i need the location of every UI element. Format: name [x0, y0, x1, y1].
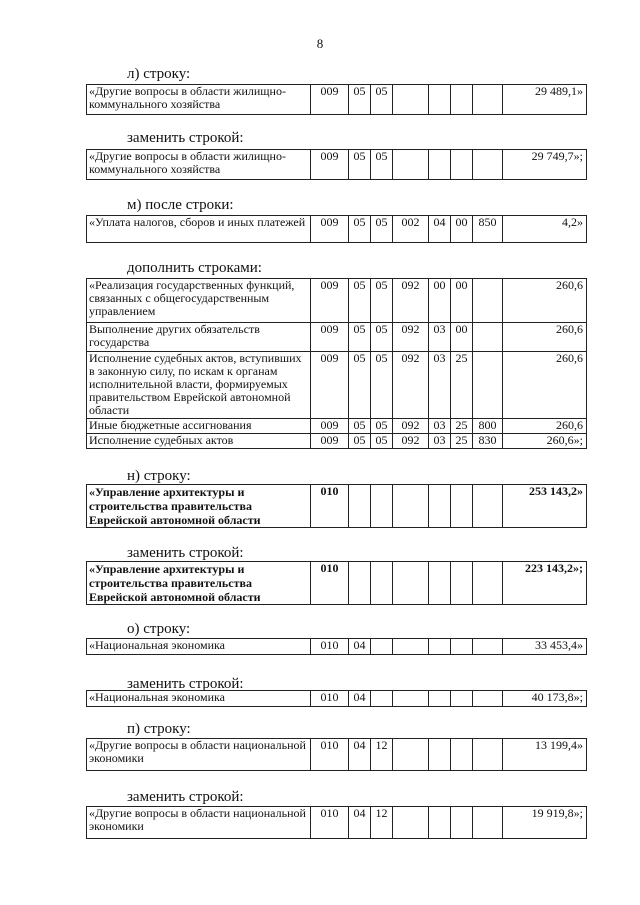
row-csr-1 [393, 85, 429, 115]
row-ministry: 009 [311, 419, 349, 434]
row-section [349, 562, 371, 605]
row-csr-3 [451, 807, 473, 839]
row-expense-type [473, 323, 503, 352]
row-name: Исполнение судебных актов [87, 434, 311, 449]
budget-table [86, 484, 587, 528]
row-ministry: 009 [311, 323, 349, 352]
row-csr-3 [451, 85, 473, 115]
row-ministry: 010 [311, 691, 349, 707]
row-section: 05 [349, 419, 371, 434]
row-csr-2: 04 [429, 216, 451, 243]
row-csr-1: 092 [393, 323, 429, 352]
row-csr-3 [451, 150, 473, 180]
table-row [87, 323, 587, 352]
row-csr-3 [451, 562, 473, 605]
row-csr-3: 25 [451, 352, 473, 419]
row-amount: 29 489,1» [503, 85, 587, 115]
row-csr-1 [393, 807, 429, 839]
row-expense-type: 850 [473, 216, 503, 243]
row-section: 04 [349, 807, 371, 839]
row-amount: 29 749,7»; [503, 150, 587, 180]
row-name: «Национальная экономика [87, 639, 311, 655]
row-expense-type: 800 [473, 419, 503, 434]
row-csr-3 [451, 691, 473, 707]
row-amount: 260,6 [503, 352, 587, 419]
row-subsection: 12 [371, 739, 393, 771]
row-csr-2 [429, 691, 451, 707]
row-name: «Другие вопросы в области жилищно-коммунального хозяйства [87, 85, 311, 115]
row-csr-1: 092 [393, 434, 429, 449]
row-csr-2: 03 [429, 419, 451, 434]
row-csr-2 [429, 562, 451, 605]
row-subsection: 05 [371, 434, 393, 449]
row-name: «Управление архитектуры и строительства правительства Еврейской автономной области [87, 562, 311, 605]
row-ministry: 009 [311, 150, 349, 180]
budget-table [86, 638, 587, 655]
section-heading: л) строку: [127, 66, 191, 82]
row-section: 04 [349, 639, 371, 655]
row-subsection: 05 [371, 323, 393, 352]
row-csr-3 [451, 639, 473, 655]
row-csr-1 [393, 691, 429, 707]
row-csr-1 [393, 562, 429, 605]
table-row [87, 419, 587, 434]
row-ministry: 010 [311, 639, 349, 655]
page-number: 8 [316, 36, 324, 51]
budget-table [86, 149, 587, 180]
section-heading: м) после строки: [127, 197, 234, 213]
row-amount: 4,2» [503, 216, 587, 243]
row-csr-2 [429, 150, 451, 180]
section-heading: п) строку: [127, 721, 191, 737]
row-csr-2 [429, 485, 451, 528]
row-amount: 253 143,2» [503, 485, 587, 528]
row-ministry: 010 [311, 562, 349, 605]
budget-table [86, 278, 587, 449]
table-row [87, 216, 587, 243]
section-heading: о) строку: [127, 621, 191, 637]
row-subsection [371, 485, 393, 528]
row-name: «Реализация государственных функций, связанных с общегосударственным управлением [87, 279, 311, 323]
row-expense-type [473, 691, 503, 707]
row-section: 05 [349, 216, 371, 243]
row-csr-1 [393, 485, 429, 528]
row-subsection [371, 691, 393, 707]
row-section: 05 [349, 279, 371, 323]
table-row [87, 485, 587, 528]
row-amount: 40 173,8»; [503, 691, 587, 707]
row-expense-type [473, 150, 503, 180]
row-csr-3 [451, 739, 473, 771]
row-ministry: 009 [311, 434, 349, 449]
row-amount: 260,6 [503, 419, 587, 434]
section-heading: дополнить строками: [127, 260, 262, 276]
row-subsection: 05 [371, 279, 393, 323]
row-expense-type [473, 639, 503, 655]
table-row [87, 150, 587, 180]
row-name: Исполнение судебных актов, вступивших в законную силу, по искам к органам исполнительной власти, формируемых правительством Еврейской автономной области [87, 352, 311, 419]
row-section: 05 [349, 323, 371, 352]
row-ministry: 010 [311, 485, 349, 528]
row-csr-2 [429, 739, 451, 771]
row-name: «Управление архитектуры и строительства правительства Еврейской автономной области [87, 485, 311, 528]
row-ministry: 010 [311, 807, 349, 839]
row-csr-3: 25 [451, 434, 473, 449]
row-subsection: 05 [371, 216, 393, 243]
budget-table [86, 738, 587, 771]
row-amount: 260,6 [503, 279, 587, 323]
row-csr-1: 092 [393, 419, 429, 434]
table-row [87, 691, 587, 707]
row-expense-type [473, 807, 503, 839]
budget-table [86, 690, 587, 707]
row-csr-1 [393, 639, 429, 655]
row-name: «Другие вопросы в области национальной экономики [87, 739, 311, 771]
row-amount: 33 453,4» [503, 639, 587, 655]
row-subsection: 05 [371, 85, 393, 115]
row-expense-type [473, 739, 503, 771]
row-name: «Другие вопросы в области национальной экономики [87, 807, 311, 839]
section-heading: заменить строкой: [127, 130, 244, 146]
row-subsection [371, 562, 393, 605]
row-expense-type [473, 279, 503, 323]
row-expense-type [473, 85, 503, 115]
row-expense-type [473, 485, 503, 528]
row-expense-type [473, 352, 503, 419]
row-csr-3 [451, 485, 473, 528]
row-section: 05 [349, 150, 371, 180]
table-row [87, 739, 587, 771]
row-csr-3: 00 [451, 216, 473, 243]
row-csr-2: 00 [429, 279, 451, 323]
table-row [87, 352, 587, 419]
row-section: 05 [349, 434, 371, 449]
row-amount: 13 199,4» [503, 739, 587, 771]
table-row [87, 85, 587, 115]
row-csr-1: 092 [393, 352, 429, 419]
row-csr-2 [429, 85, 451, 115]
row-ministry: 009 [311, 216, 349, 243]
table-row [87, 562, 587, 605]
row-subsection: 05 [371, 419, 393, 434]
section-heading: н) строку: [127, 468, 191, 484]
row-subsection: 12 [371, 807, 393, 839]
row-name: Иные бюджетные ассигнования [87, 419, 311, 434]
row-ministry: 010 [311, 739, 349, 771]
row-section: 05 [349, 352, 371, 419]
row-csr-3: 25 [451, 419, 473, 434]
row-csr-2: 03 [429, 434, 451, 449]
row-subsection: 05 [371, 352, 393, 419]
budget-table [86, 84, 587, 115]
row-csr-1 [393, 150, 429, 180]
budget-table [86, 806, 587, 839]
row-csr-2 [429, 639, 451, 655]
budget-table [86, 561, 587, 605]
row-section [349, 485, 371, 528]
row-expense-type: 830 [473, 434, 503, 449]
section-heading: заменить строкой: [127, 676, 244, 692]
row-csr-2: 03 [429, 352, 451, 419]
row-subsection: 05 [371, 150, 393, 180]
row-csr-2: 03 [429, 323, 451, 352]
table-row [87, 434, 587, 449]
row-csr-3: 00 [451, 279, 473, 323]
section-heading: заменить строкой: [127, 789, 244, 805]
table-row [87, 807, 587, 839]
row-csr-1: 002 [393, 216, 429, 243]
row-amount: 260,6»; [503, 434, 587, 449]
row-amount: 223 143,2»; [503, 562, 587, 605]
row-name: «Другие вопросы в области жилищно-коммунального хозяйства [87, 150, 311, 180]
row-section: 05 [349, 85, 371, 115]
row-csr-1: 092 [393, 279, 429, 323]
row-name: «Национальная экономика [87, 691, 311, 707]
budget-table [86, 215, 587, 243]
row-section: 04 [349, 739, 371, 771]
row-ministry: 009 [311, 352, 349, 419]
section-heading: заменить строкой: [127, 545, 244, 561]
row-name: Выполнение других обязательств государства [87, 323, 311, 352]
row-subsection [371, 639, 393, 655]
row-expense-type [473, 562, 503, 605]
row-amount: 260,6 [503, 323, 587, 352]
row-section: 04 [349, 691, 371, 707]
row-amount: 19 919,8»; [503, 807, 587, 839]
table-row [87, 279, 587, 323]
row-ministry: 009 [311, 85, 349, 115]
table-row [87, 639, 587, 655]
row-csr-2 [429, 807, 451, 839]
row-ministry: 009 [311, 279, 349, 323]
row-csr-1 [393, 739, 429, 771]
row-name: «Уплата налогов, сборов и иных платежей [87, 216, 311, 243]
row-csr-3: 00 [451, 323, 473, 352]
